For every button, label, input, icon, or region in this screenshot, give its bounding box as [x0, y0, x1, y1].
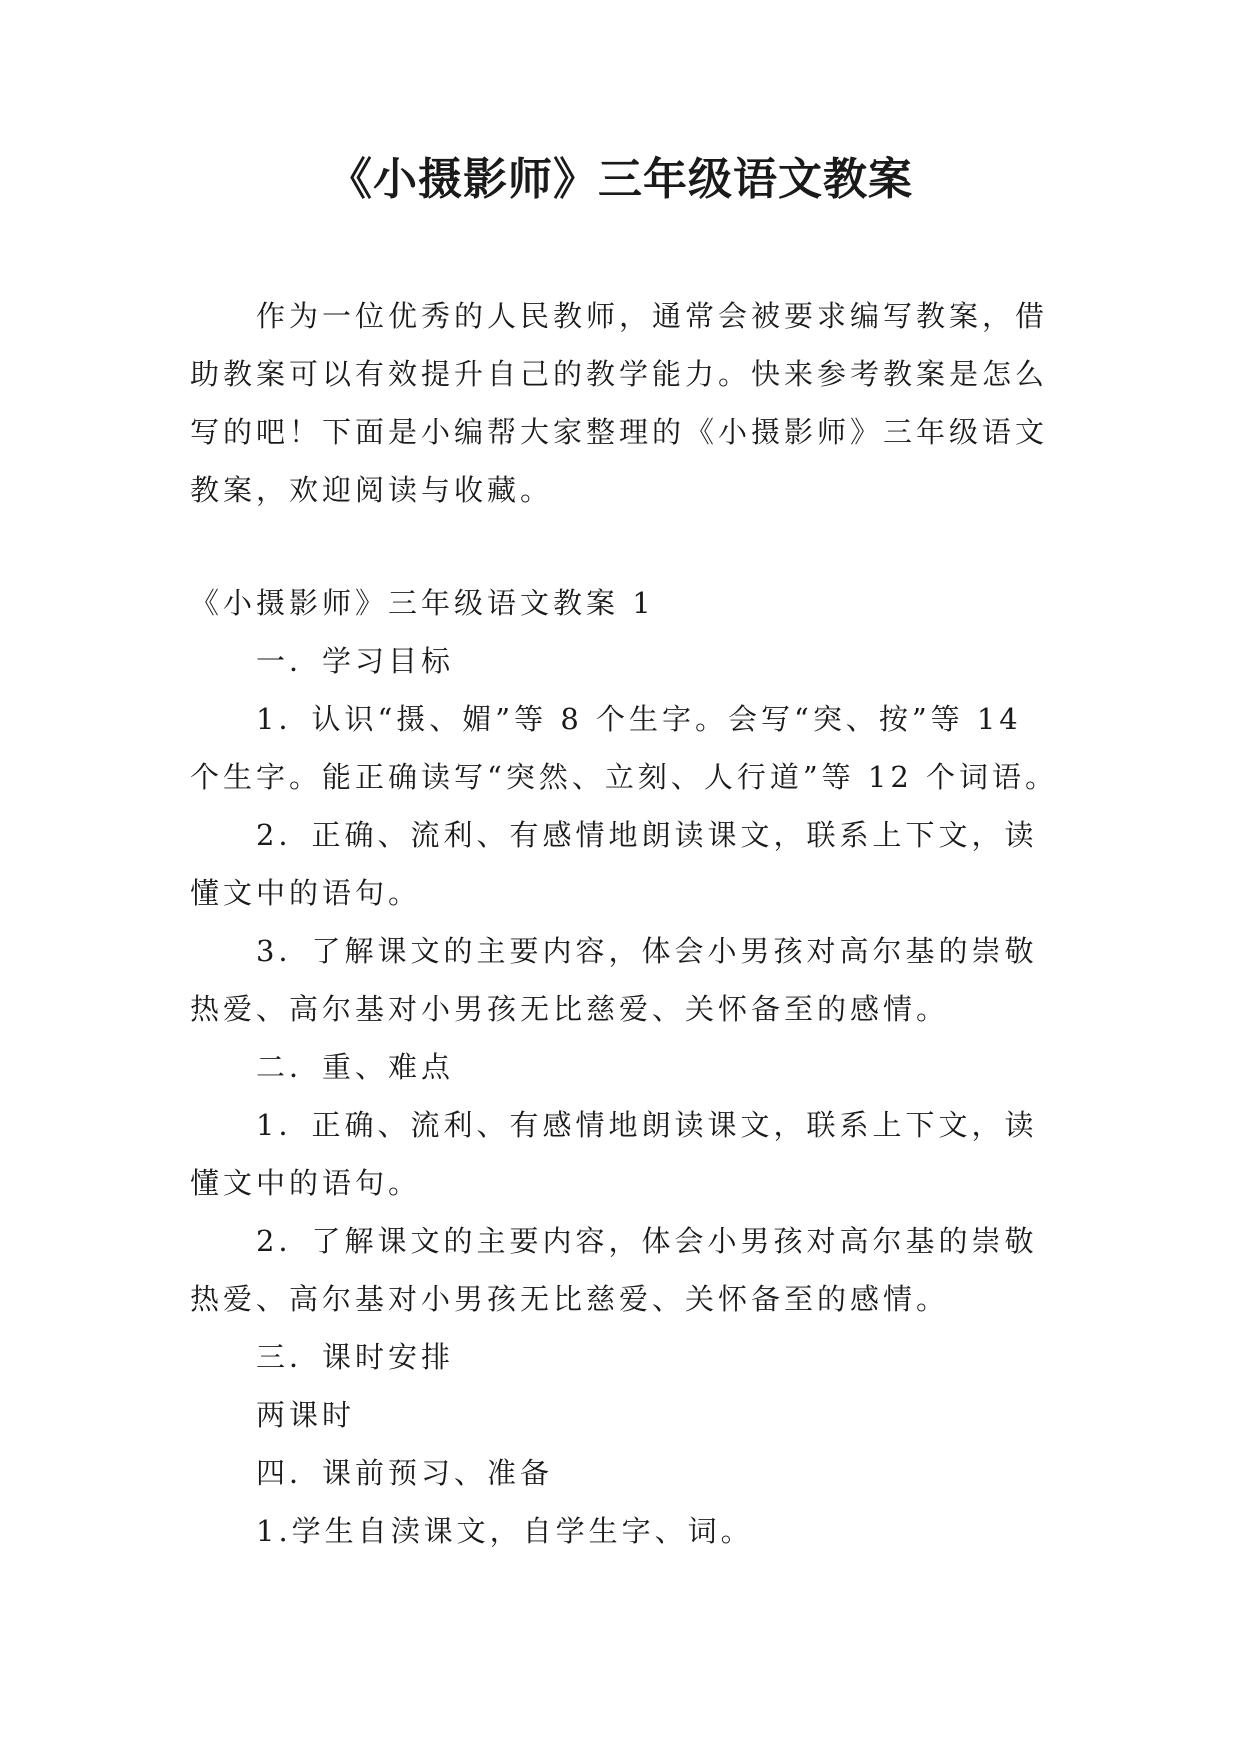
body-line: 2．了解课文的主要内容，体会小男孩对高尔基的崇敬: [256, 1224, 1038, 1258]
body-line: 热爱、高尔基对小男孩无比慈爱、关怀备至的感情。: [190, 1282, 950, 1316]
body-line: 个生字。能正确读写“突然、立刻、人行道”等 12 个词语。: [190, 760, 1058, 794]
intro-line: 教案，欢迎阅读与收藏。: [190, 473, 554, 507]
body-line: 1．正确、流利、有感情地朗读课文，联系上下文，读: [256, 1108, 1038, 1142]
body-line: 二．重、难点: [256, 1050, 455, 1084]
body-line: 热爱、高尔基对小男孩无比慈爱、关怀备至的感情。: [190, 992, 950, 1026]
body-line: 懂文中的语句。: [190, 876, 422, 910]
body-line: 2．正确、流利、有感情地朗读课文，联系上下文，读: [256, 818, 1038, 852]
body-line: 一．学习目标: [256, 644, 455, 678]
body-line: 四．课前预习、准备: [256, 1456, 554, 1490]
intro-line: 助教案可以有效提升自己的教学能力。快来参考教案是怎么: [190, 357, 1049, 391]
section-heading: 《小摄影师》三年级语文教案 1: [190, 586, 655, 620]
intro-line: 写的吧！下面是小编帮大家整理的《小摄影师》三年级语文: [190, 415, 1049, 449]
body-line: 懂文中的语句。: [190, 1166, 422, 1200]
body-line: 三．课时安排: [256, 1340, 455, 1374]
body-line: 1.学生自渎课文，自学生字、词。: [256, 1514, 754, 1548]
document-title: 《小摄影师》三年级语文教案: [328, 154, 913, 205]
body-line: 3．了解课文的主要内容，体会小男孩对高尔基的崇敬: [256, 934, 1038, 968]
intro-line: 作为一位优秀的人民教师，通常会被要求编写教案，借: [256, 299, 1049, 333]
body-line: 1．认识“摄、媚”等 8 个生字。会写“突、按”等 14: [256, 702, 1022, 736]
body-line: 两课时: [256, 1398, 356, 1432]
